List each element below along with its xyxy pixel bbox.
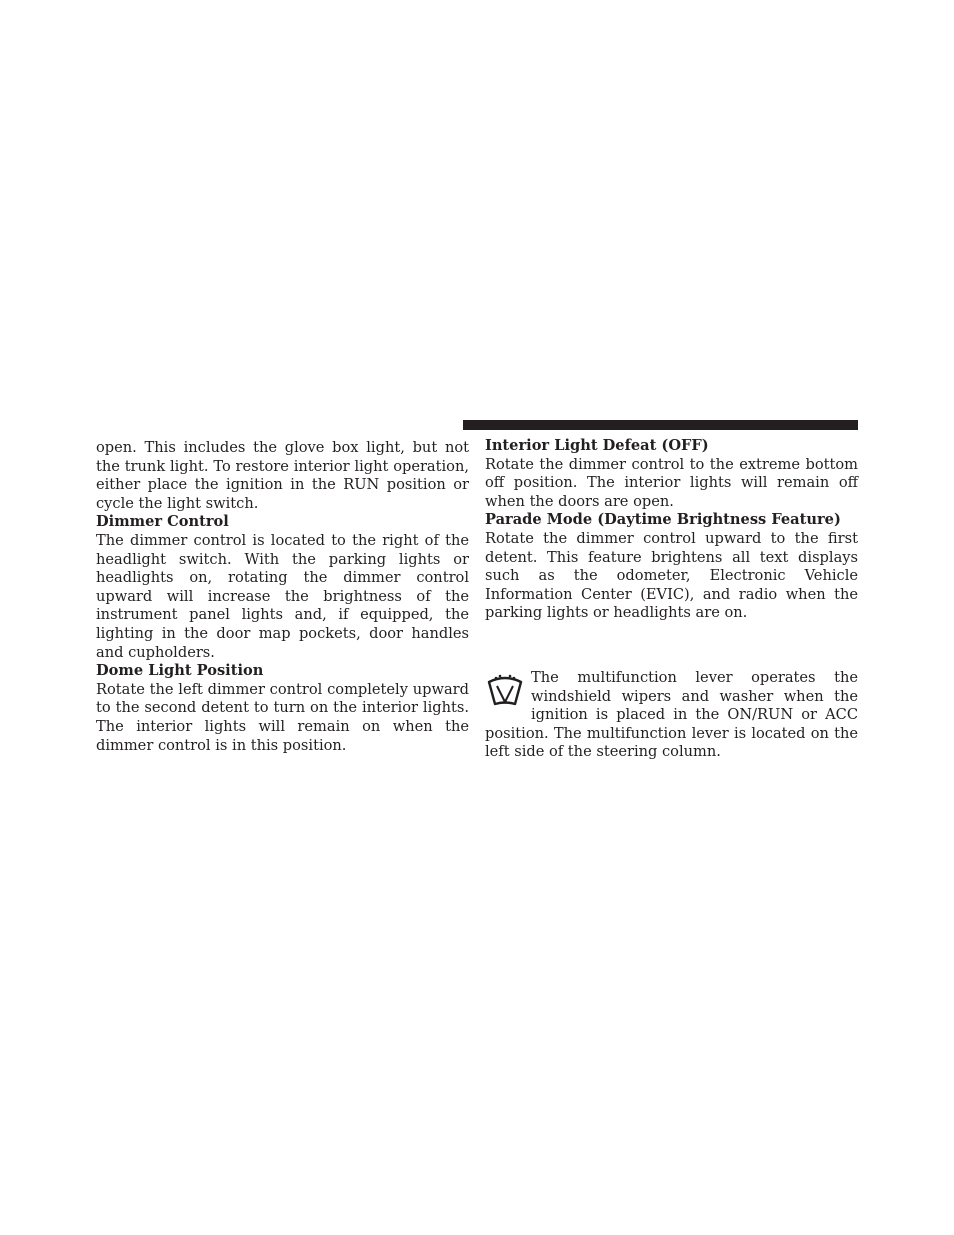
dimmer-control-paragraph: The dimmer control is located to the right of the headlight switch. With the parking lights or headlights on, rotating the dimmer control upward will increase the brightness of the instrument panel lights and, if equipped, the lighting in the door map pockets, door handles and cupholders. bbox=[96, 531, 469, 661]
multifunction-lever-section bbox=[485, 669, 858, 762]
right-column bbox=[485, 437, 858, 762]
dimmer-control-heading: Dimmer Control bbox=[96, 513, 229, 531]
interior-light-defeat-heading: Interior Light Defeat (OFF) bbox=[485, 437, 709, 454]
left-column bbox=[96, 439, 469, 755]
parade-mode-heading: Parade Mode (Daytime Brightness Feature) bbox=[485, 511, 841, 529]
section-header-bar bbox=[463, 420, 858, 430]
intro-paragraph: open. This includes the glove box light, but not the trunk light. To restore interior light operation, either place the ignition in the RUN position or cycle the light switch. bbox=[96, 439, 469, 512]
multifunction-lever-paragraph: The multifunction lever operates the windshield wipers and washer when the ignition is placed in the ON/RUN or ACC position. The multifunction lever is located on the left side of the steering column. bbox=[485, 668, 858, 761]
dome-light-heading: Dome Light Position bbox=[96, 662, 264, 680]
windshield-wiper-icon bbox=[485, 672, 525, 712]
parade-mode-paragraph: Rotate the dimmer control upward to the first detent. This feature brightens all text displays such as the odometer, Electronic Vehicle Information Center (EVIC), and radio when the parking lights or headlights are on. bbox=[485, 529, 858, 622]
dome-light-paragraph: Rotate the left dimmer control completely upward to the second detent to turn on the interior lights. The interior lights will remain on when the dimmer control is in this position. bbox=[96, 680, 469, 754]
interior-light-defeat-paragraph: Rotate the dimmer control to the extreme bottom off position. The interior lights will remain off when the doors are open. bbox=[485, 455, 858, 510]
